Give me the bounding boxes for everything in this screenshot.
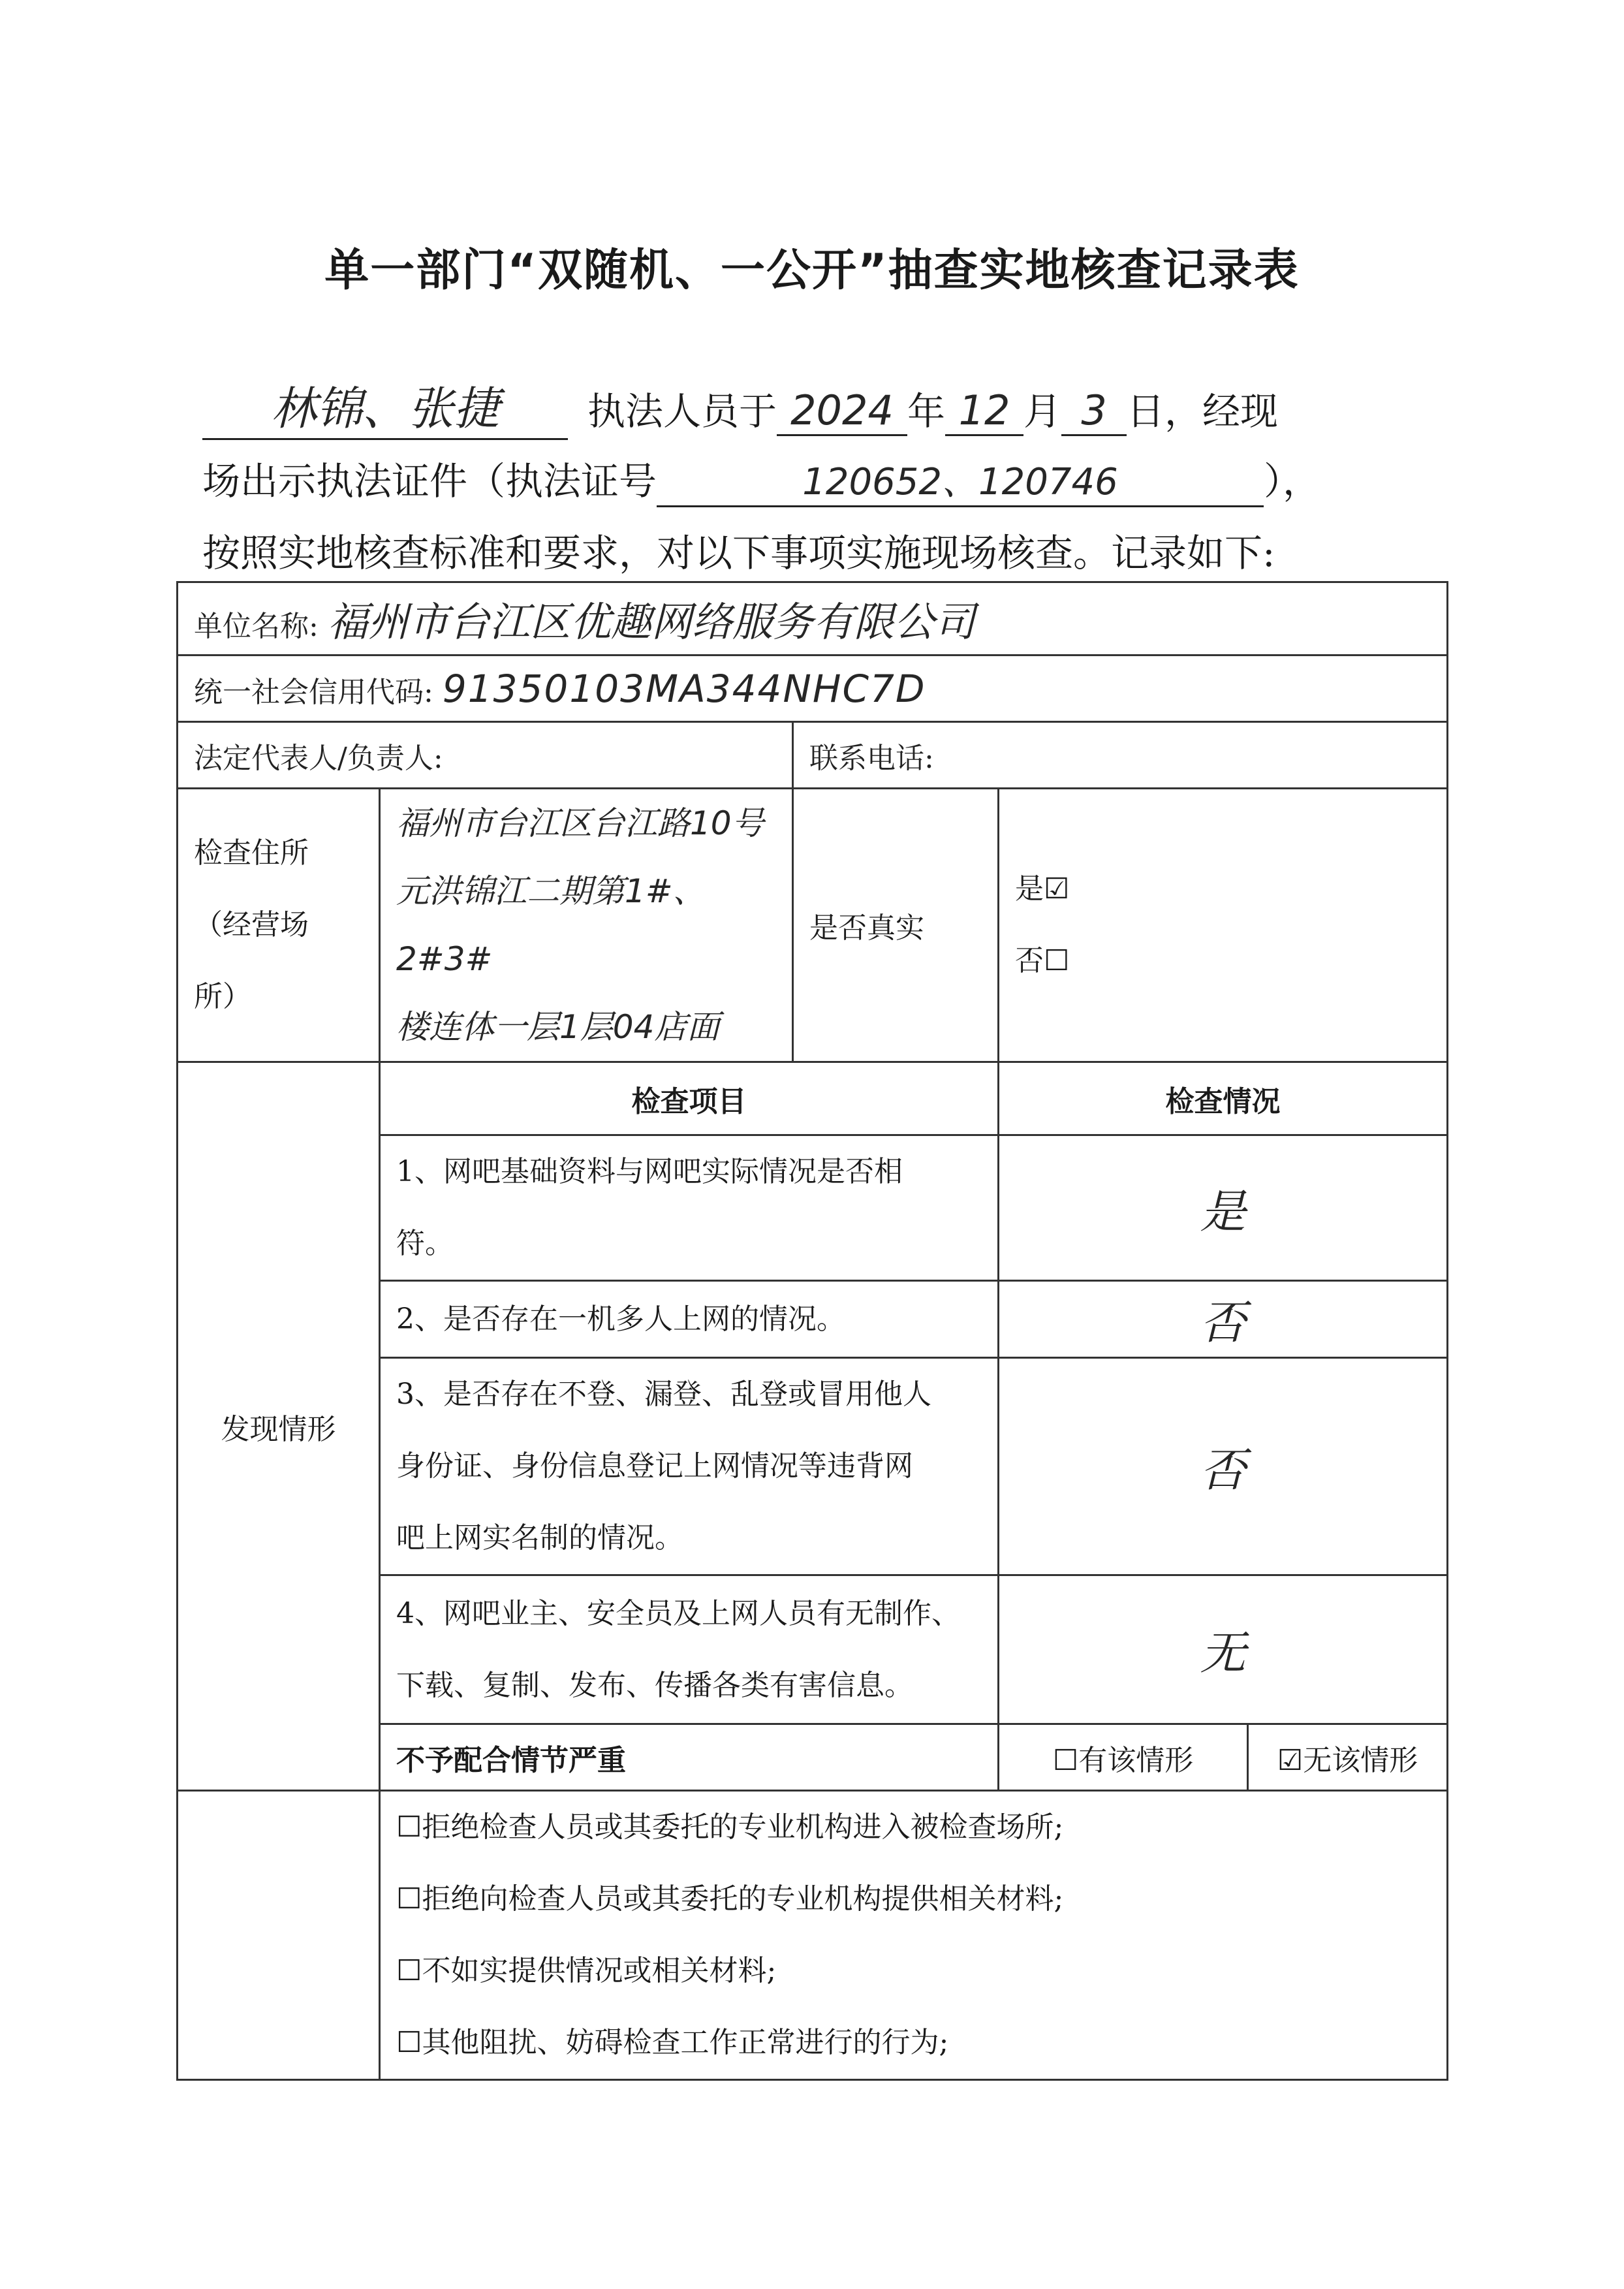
intro-text-b: 场出示执法证件（执法证号: [202, 459, 657, 503]
noncoop-no-checked-icon[interactable]: ☑: [1277, 1743, 1304, 1777]
truth-yes-checked-icon[interactable]: ☑: [1044, 872, 1070, 906]
item-1-text: [380, 1135, 999, 1281]
truth-yes-label: 是: [1015, 872, 1044, 906]
item-3-text: [380, 1358, 999, 1575]
noncoop-yes-option[interactable]: [999, 1724, 1248, 1791]
document-title: 单一部门“双随机、一公开”抽查实地核查记录表: [324, 245, 1300, 296]
address-label-line-1: 检查住所: [194, 836, 309, 870]
inspectors-handwriting: 林锦、张捷: [271, 382, 499, 435]
findings-label-cell: [178, 1062, 380, 1791]
cert-numbers-blank[interactable]: [657, 453, 1264, 507]
item-4-answer[interactable]: 无: [999, 1575, 1448, 1724]
option-3-checkbox-icon[interactable]: ☐: [396, 1954, 422, 1987]
unit-name-label: 单位名称:: [194, 610, 319, 643]
item-2-answer[interactable]: 否: [999, 1281, 1448, 1358]
option-4-checkbox-icon[interactable]: ☐: [396, 2026, 422, 2059]
year-blank[interactable]: [777, 387, 907, 436]
option-2[interactable]: [396, 1863, 1431, 1935]
option-2-label: 拒绝向检查人员或其委托的专业机构提供相关材料;: [422, 1882, 1064, 1916]
phone-label: 联系电话:: [809, 741, 934, 775]
noncoop-no-label: 无该情形: [1303, 1743, 1418, 1777]
truth-yes-option[interactable]: [1015, 853, 1431, 925]
item-2-line-1: 2、是否存在一机多人上网的情况。: [396, 1302, 845, 1336]
address-value-cell[interactable]: [380, 789, 793, 1062]
inspection-record-table: [176, 581, 1448, 2081]
legal-rep-label: 法定代表人/负责人:: [194, 741, 443, 775]
noncoop-yes-checkbox-icon[interactable]: ☐: [1052, 1743, 1079, 1777]
options-spacer-cell: [178, 1791, 380, 2080]
unit-name-cell[interactable]: [178, 582, 1448, 655]
intro-line-2: [202, 450, 1320, 507]
item-4-text: [380, 1575, 999, 1724]
item-3-line-2: 身份证、身份信息登记上网情况等违背网: [396, 1449, 913, 1483]
item-1-line-2: 符。: [396, 1227, 454, 1260]
option-2-checkbox-icon[interactable]: ☐: [396, 1882, 422, 1916]
address-label-line-2: （经营场: [194, 908, 309, 941]
address-label-line-3: 所）: [194, 980, 251, 1013]
option-3[interactable]: [396, 1935, 1431, 2007]
col-status-header: 检查情况: [999, 1062, 1448, 1135]
findings-label: 发现情形: [221, 1412, 336, 1446]
noncoop-label: 不予配合情节严重: [380, 1724, 999, 1791]
truth-options-cell: [999, 789, 1448, 1062]
option-4[interactable]: [396, 2007, 1431, 2079]
month-blank[interactable]: [945, 387, 1023, 436]
item-3-line-3: 吧上网实名制的情况。: [396, 1521, 683, 1555]
phone-cell[interactable]: [793, 722, 1448, 789]
option-3-label: 不如实提供情况或相关材料;: [422, 1954, 777, 1987]
intro-line-1: [202, 372, 1278, 440]
noncoop-yes-label: 有该情形: [1078, 1743, 1194, 1777]
item-4-line-1: 4、网吧业主、安全员及上网人员有无制作、: [396, 1596, 960, 1630]
cert-numbers-handwriting: 120652、120746: [802, 461, 1118, 503]
item-4-line-2: 下载、复制、发布、传播各类有害信息。: [396, 1668, 913, 1702]
year-handwriting: 2024: [790, 387, 894, 434]
option-1-label: 拒绝检查人员或其委托的专业机构进入被检查场所;: [422, 1810, 1064, 1844]
unit-name-value: 福州市台江区优趣网络服务有限公司: [327, 598, 975, 646]
item-2-text: [380, 1281, 999, 1358]
noncoop-options-row: [178, 1791, 1448, 2080]
day-unit: 日，经现: [1127, 389, 1279, 434]
intro-text-c: ），: [1264, 459, 1321, 503]
month-handwriting: 12: [958, 387, 1010, 434]
option-1[interactable]: [396, 1792, 1431, 1863]
intro-line-3: 按照实地核查标准和要求，对以下事项实施现场核查。记录如下:: [202, 531, 1275, 575]
item-1-line-1: 1、网吧基础资料与网吧实际情况是否相: [396, 1155, 903, 1188]
unit-name-row: [178, 582, 1448, 655]
address-line-1: 福州市台江区台江路10号: [396, 804, 764, 842]
month-unit: 月: [1023, 389, 1062, 434]
credit-code-cell[interactable]: [178, 655, 1448, 722]
truth-label: 是否真实: [809, 911, 924, 945]
option-4-label: 其他阻扰、妨碍检查工作正常进行的行为;: [422, 2026, 949, 2059]
legal-rep-cell[interactable]: [178, 722, 793, 789]
address-label-cell: [178, 789, 380, 1062]
credit-code-value: 91350103MA344NHC7D: [442, 666, 926, 711]
truth-no-checkbox-icon[interactable]: ☐: [1044, 944, 1070, 977]
day-blank[interactable]: [1061, 387, 1127, 436]
credit-code-label: 统一社会信用代码:: [194, 675, 433, 709]
option-1-checkbox-icon[interactable]: ☐: [396, 1810, 422, 1844]
intro-text-a: 执法人员于: [587, 389, 777, 434]
item-1-answer[interactable]: 是: [999, 1135, 1448, 1281]
item-3-answer[interactable]: 否: [999, 1358, 1448, 1575]
item-3-line-1: 3、是否存在不登、漏登、乱登或冒用他人: [396, 1378, 931, 1411]
credit-code-row: [178, 655, 1448, 722]
truth-no-label: 否: [1015, 944, 1044, 977]
year-unit: 年: [907, 389, 946, 434]
truth-no-option[interactable]: [1015, 925, 1431, 997]
findings-header-row: [178, 1062, 1448, 1135]
noncoop-options-cell: [380, 1791, 1448, 2080]
inspectors-blank[interactable]: [202, 372, 568, 440]
address-line-3: 楼连体一层1层04店面: [396, 1008, 720, 1046]
legal-rep-row: [178, 722, 1448, 789]
address-line-2: 元洪锦江二期第1#、2#3#: [396, 872, 706, 978]
address-row: [178, 789, 1448, 1062]
col-item-header: 检查项目: [380, 1062, 999, 1135]
truth-label-cell: [793, 789, 999, 1062]
noncoop-no-option[interactable]: [1248, 1724, 1448, 1791]
day-handwriting: 3: [1081, 387, 1107, 434]
